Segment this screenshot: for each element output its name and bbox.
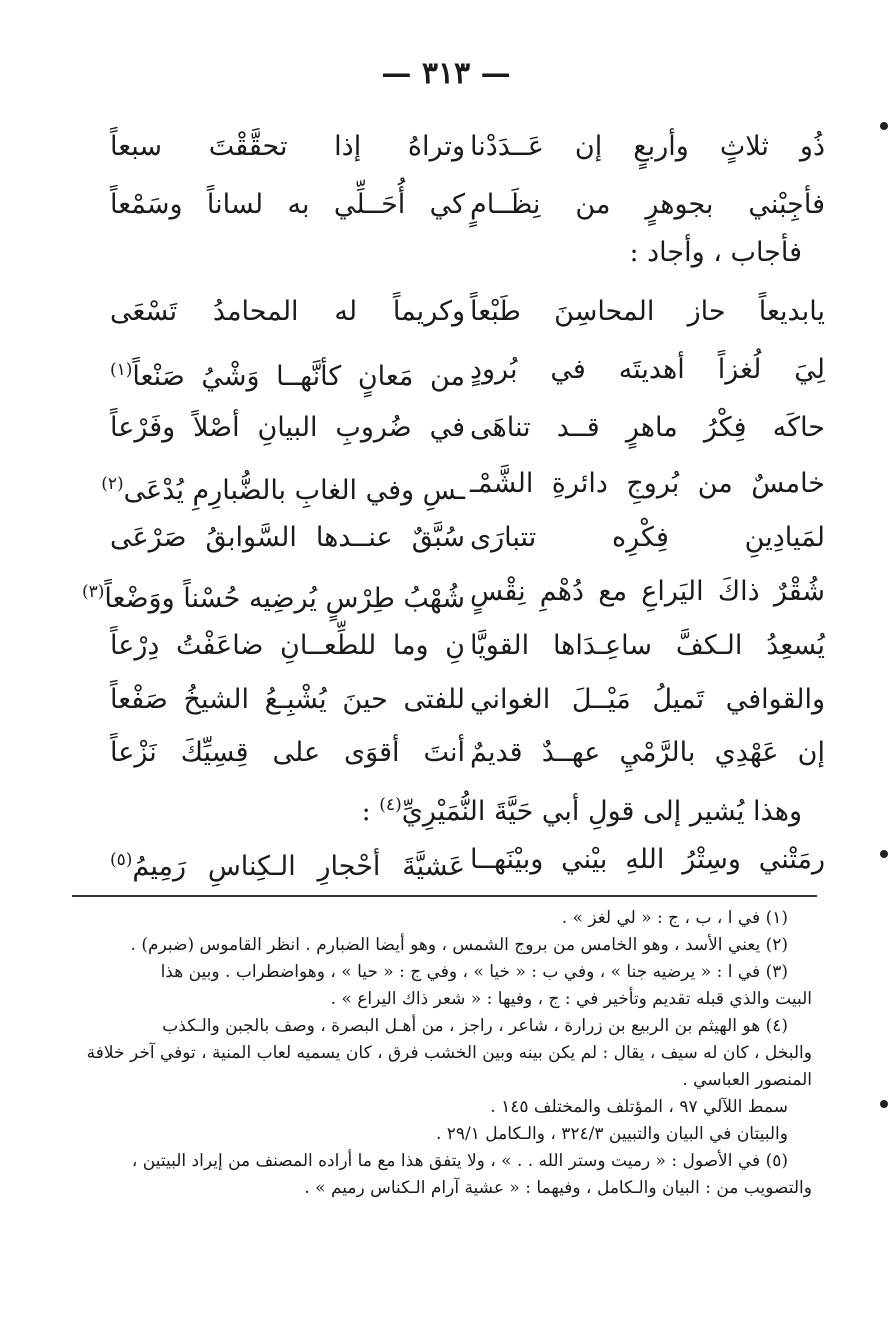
verse-text: للفتى حينَ يُشْبِـعُ الشيخُ صَفْعاً xyxy=(110,684,465,715)
verse-second-hemistich xyxy=(110,403,465,453)
verse-second-hemistich xyxy=(110,728,465,778)
footnote-line: (٢) يعني الأسد ، وهو الخامس من بروج الشمس ، وهو أيضا الضبارم . انظر القاموس (ضبرم) . xyxy=(130,935,788,955)
footnote-ref: (٥) xyxy=(110,850,133,870)
intro-line: فأجاب ، وأجاد : xyxy=(629,237,802,268)
verse-text: في ضُروبِ البيانِ أصْلاً وفَرْعاً xyxy=(110,412,465,443)
verse-first-hemistich: حاكَه فِكْرُ ماهرٍ قــد تناهَى xyxy=(470,412,825,443)
verse-first-hemistich: خامسٌ من بُروجِ دائرةِ الشَّمْـ xyxy=(470,468,825,499)
footnote-line: سمط اللآلي ٩٧ ، المؤتلف والمختلف ١٤٥ . xyxy=(490,1097,788,1117)
verse-line xyxy=(110,728,825,778)
verse-text: وكريماً له المحامدُ تَسْعَى xyxy=(110,296,465,327)
verse-second-hemistich xyxy=(110,835,465,892)
verse-first-hemistich: يُسعِدُ الـكفَّ ساعِـدَاها القويَّا xyxy=(470,630,825,661)
footnote-line: البيت والذي قبله تقديم وتأخير في : ج ، وفيها : « شعر ذاك اليراع » . xyxy=(330,989,812,1009)
verse-text: سُبَّقٌ عنــدها السَّوابقُ صَرْعَى xyxy=(110,522,465,553)
verse-first-hemistich: إن عَهْدِي بالرَّمْيِ عهــدٌ قديمٌ xyxy=(470,737,825,768)
verse-line xyxy=(110,675,825,725)
footnote-line: (٤) هو الهيثم بن الربيع بن زرارة ، شاعر ، راجز ، من أهـل البصرة ، وصف بالجبن والـكذب xyxy=(162,1016,788,1036)
verse-text: من مَعانٍ كأنَّهــا وَشْيُ صَنْعاً xyxy=(132,361,465,392)
verse-second-hemistich xyxy=(110,513,465,563)
footnote-ref: (٣) xyxy=(81,582,105,602)
verse-line xyxy=(81,567,825,617)
verse-second-hemistich xyxy=(110,287,465,337)
footnote-line: (٥) في الأصول : « رميت وستر الله . . » ، ولا يتفق هذا مع ما أراده المصنف من إيراد البيتين ، xyxy=(131,1151,788,1171)
margin-mark xyxy=(880,850,888,858)
footnote-line: (١) في ا ، ب ، ج : « لي لغز » . xyxy=(561,908,788,928)
verse-second-hemistich xyxy=(110,675,465,725)
verse-line xyxy=(101,459,825,509)
footnote-ref: (٢) xyxy=(101,474,124,494)
prose-colon: : xyxy=(361,796,371,827)
footnote-line: المنصور العباسي . xyxy=(682,1070,812,1090)
verse-first-hemistich: شُقْرٌ ذاكَ اليَراعِ مع دُهْمِ نِقْسٍ xyxy=(470,576,825,607)
verse-line xyxy=(110,287,825,337)
page-number: — ٣١٣ — xyxy=(381,56,511,91)
footnote-line: والبيتان في البيان والتبيين ٣٢٤/٣ ، والـكامل ٢٩/١ . xyxy=(435,1124,788,1144)
verse-line xyxy=(110,835,825,885)
verse-first-hemistich: رمَتْني وسِتْرُ اللهِ بيْني وبيْنَهــا xyxy=(470,844,825,875)
verse-text: نِ وما للطِّعــانِ ضاعَفْتُ دِرْعاً xyxy=(110,630,465,661)
verse-line xyxy=(110,621,825,671)
prose-text: وهذا يُشير إلى قولِ أبي حَيَّةَ النُّمَيْرِيِّ xyxy=(401,796,802,827)
verse-second-hemistich: كي أُحَــلِّي به لساناً وسَمْعاً xyxy=(110,189,465,220)
verse-line xyxy=(110,513,825,563)
verse-second-hemistich: وتراهُ إذا تحقَّقْتَ سبعاً xyxy=(110,131,465,162)
footnotes xyxy=(77,905,812,1202)
verse-line xyxy=(110,180,825,230)
footnote-ref: (٤) xyxy=(379,795,402,815)
verse-second-hemistich xyxy=(101,459,465,516)
verse-text: أنتَ أقوَى على قِسِيِّكَ نَزْعاً xyxy=(110,737,465,768)
verse-first-hemistich: ذُو ثلاثٍ وأربعٍ إن عَــدَدْنا xyxy=(470,131,825,162)
margin-mark xyxy=(880,122,888,130)
verse-second-hemistich xyxy=(110,621,465,671)
margin-mark xyxy=(880,1100,888,1108)
verse-second-hemistich xyxy=(81,567,465,624)
footnote-divider xyxy=(72,895,817,897)
verse-first-hemistich: لمَيادِينِ فِكْرِه تتبارَى xyxy=(470,522,825,553)
verse-line xyxy=(110,403,825,453)
verse-text: شُهْبُ طِرْسٍ يُرضِيه حُسْناً ووَضْعاً xyxy=(104,583,465,614)
verse-line xyxy=(110,345,825,395)
verse-first-hemistich: والقوافي تَميلُ مَيْــلَ الغواني xyxy=(470,684,825,715)
verse-text: ـسِ وفي الغابِ بالضُّبارِمِ يُدْعَى xyxy=(123,475,465,506)
verse-second-hemistich xyxy=(110,345,465,402)
verse-first-hemistich: فأجِبْني بجوهرٍ من نِظَــامٍ xyxy=(470,189,825,220)
footnote-line: والتصويب من : البيان والـكامل ، وفيهما : « عشية آرام الـكناس رميم » . xyxy=(304,1178,812,1198)
verse-first-hemistich: يابديعاً حاز المحاسِنَ طَبْعاً xyxy=(470,296,825,327)
verse-line xyxy=(110,122,825,172)
footnote-line: (٣) في ا : « يرضيه جنا » ، وفي ب : « خيا » ، وفي ج : « حيا » ، وهواضطراب . وبين هذا xyxy=(160,962,788,982)
footnote-ref: (١) xyxy=(110,360,133,380)
footnote-line: والبخل ، كان له سيف ، يقال : لم يكن بينه وبين الخشب فرق ، كان يسميه لعاب المنية ، توفي آخر خلافة xyxy=(86,1043,812,1063)
verse-first-hemistich: لِيَ لُغزاً أهديتَه في بُرودٍ xyxy=(470,354,825,385)
prose-line xyxy=(362,780,802,837)
verse-text: عَشيَّةَ أحْجارِ الـكِناسِ رَمِيمُ xyxy=(132,851,465,882)
